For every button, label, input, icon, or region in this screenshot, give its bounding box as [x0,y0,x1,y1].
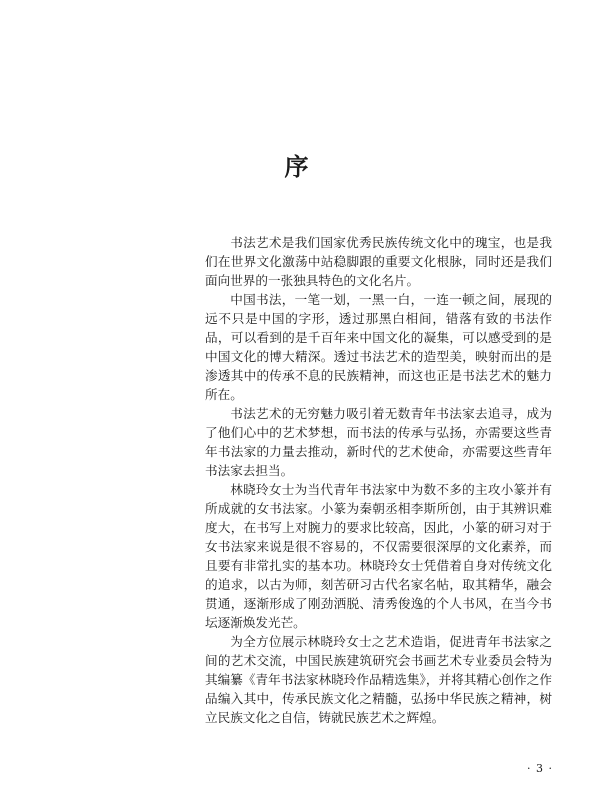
page-number: · 3 · [527,762,553,775]
paragraph: 林晓玲女士为当代青年书法家中为数不多的主攻小篆并有所成就的女书法家。小篆为秦朝丞相李斯所创，由于其辨识难度大，在书写上对腕力的要求比较高，因此，小篆的研习对于女书法家来说是很不容易的，不仅需要很深厚的文化素养，而且要有非常扎实的基本功。林晓玲女士凭借着自身对传统文化的追求，以古为师，刻苦研习古代名家名帖，取其精华，融会贯通，逐渐形成了刚劲洒脱、清秀俊逸的个人书风，在当今书坛逐渐焕发光芒。 [205,482,552,630]
paragraph: 书法艺术是我们国家优秀民族传统文化中的瑰宝，也是我们在世界文化激荡中站稳脚跟的重要文化根脉，同时还是我们面向世界的一张独具特色的文化名片。 [205,235,552,288]
paragraph: 为全方位展示林晓玲女士之艺术造诣，促进青年书法家之间的艺术交流，中国民族建筑研究会书画艺术专业委员会特为其编纂《青年书法家林晓玲作品精选集》，并将其精心创作之作品编入其中，传承民族文化之精髓，弘扬中华民族之精神，树立民族文化之自信，铸就民族艺术之辉煌。 [205,634,552,725]
paragraph: 中国书法，一笔一划，一黑一白，一连一顿之间，展现的远不只是中国的字形，透过那黑白相间，错落有致的书法作品，可以看到的是千百年来中国文化的凝集，可以感受到的是中国文化的博大精深。透过书法艺术的造型美，映射而出的是渗透其中的传承不息的民族精神，而这也正是书法艺术的魅力所在。 [205,292,552,402]
preface-body [205,233,552,727]
page-title: 序 [284,152,311,181]
paragraph: 书法艺术的无穷魅力吸引着无数青年书法家去追寻，成为了他们心中的艺术梦想，而书法的传承与弘扬，亦需要这些青年书法家的力量去推动，新时代的艺术使命，亦需要这些青年书法家去担当。 [205,406,552,478]
